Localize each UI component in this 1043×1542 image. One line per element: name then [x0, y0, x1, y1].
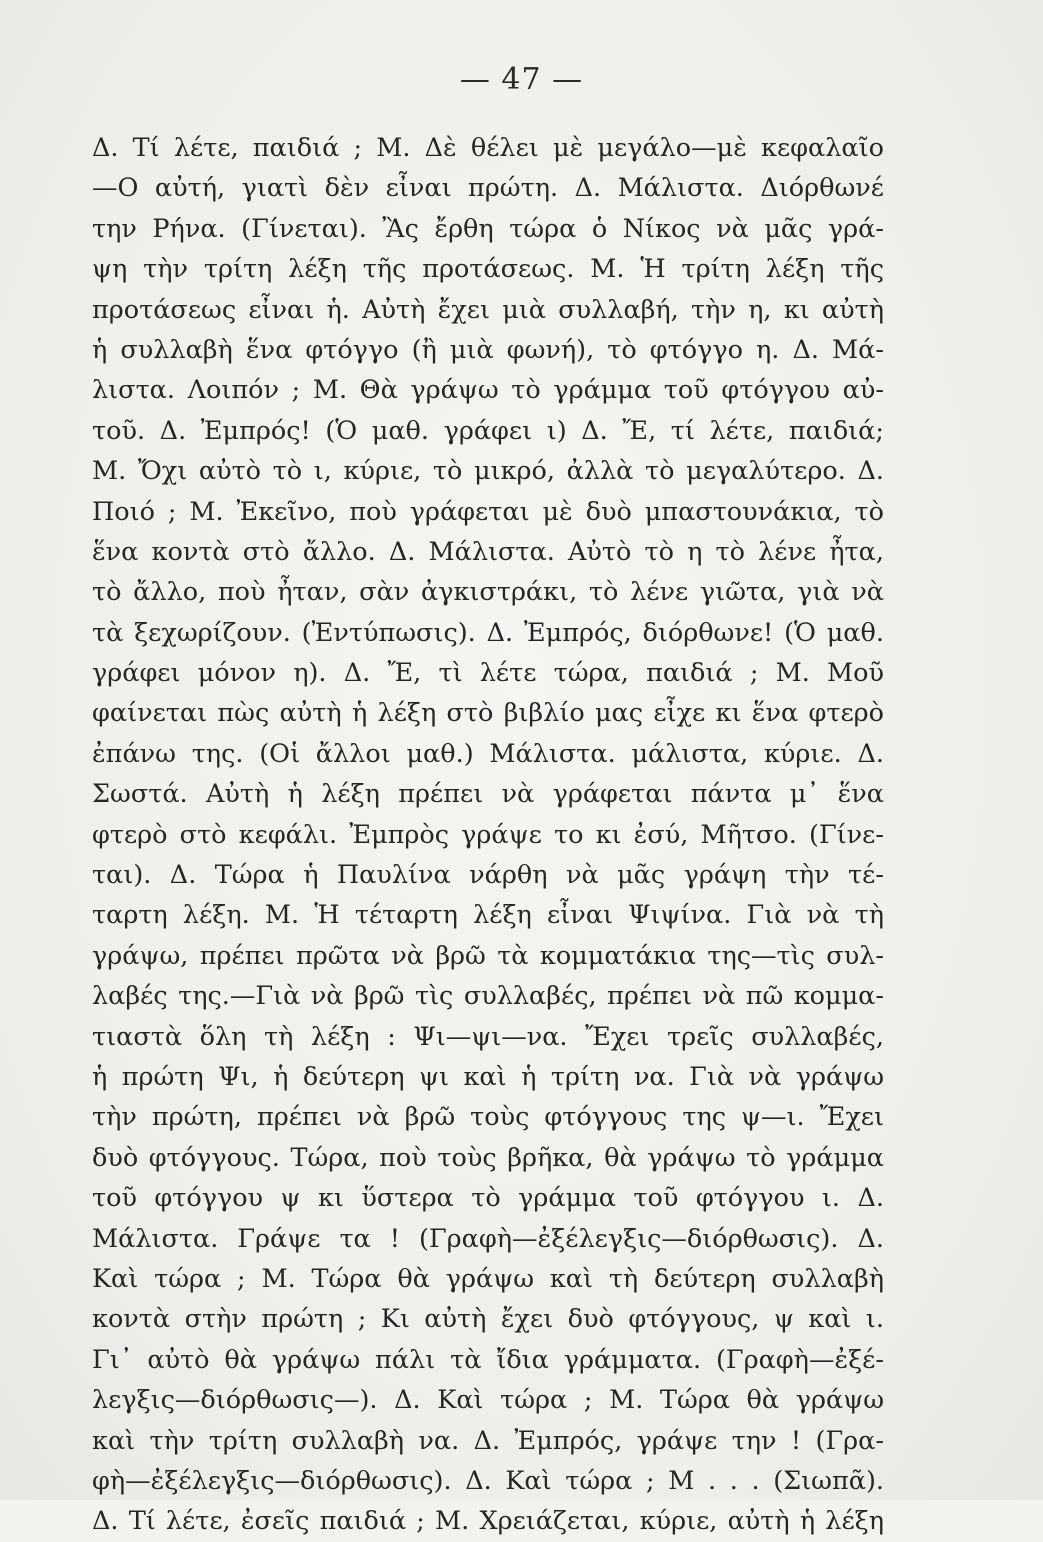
text-line: ἡ συλλαβὴ ἕνα φτόγγο (ἢ μιὰ φωνή), τὸ φτόγγο η. Δ. Μά- [92, 334, 884, 365]
text-line: προτάσεως εἶναι ἡ. Αὐτὴ ἔχει μιὰ συλλαβή, τὴν η, κι αὐτὴ [92, 294, 884, 325]
text-line: τὰ ξεχωρίζουν. (Ἐντύπωσις). Δ. Ἐμπρός, διόρθωνε! (Ὁ μαθ. [92, 617, 884, 648]
text-line: ται). Δ. Τώρα ἡ Παυλίνα νάρθη νὰ μᾶς γράψη τὴν τέ- [92, 860, 884, 891]
text-line: την Ρήνα. (Γίνεται). Ἂς ἔρθη τώρα ὁ Νίκος νὰ μᾶς γρά- [92, 213, 884, 244]
text-line: λαβές της.—Γιὰ νὰ βρῶ τὶς συλλαβές, πρέπει νὰ πῶ κομμα- [92, 981, 884, 1012]
text-line: ἐπάνω της. (Οἱ ἄλλοι μαθ.) Μάλιστα. μάλιστα, κύριε. Δ. [92, 738, 884, 769]
text-line: φτερὸ στὸ κεφάλι. Ἐμπρὸς γράψε το κι ἐσύ, Μῆτσο. (Γίνε- [92, 819, 884, 850]
text-line: τιαστὰ ὅλη τὴ λέξη : Ψι—ψι—να. Ἔχει τρεῖς συλλαβές, [92, 1021, 884, 1052]
text-line: ψη τὴν τρίτη λέξη τῆς προτάσεως. Μ. Ἡ τρίτη λέξη τῆς [92, 254, 884, 285]
text-line: Σωστά. Αὐτὴ ἡ λέξη πρέπει νὰ γράφεται πάντα μ᾽ ἕνα [92, 779, 884, 810]
text-line: φὴ—ἐξέλεγξις—διόρθωσις). Δ. Καὶ τώρα ; Μ . . . (Σιωπᾶ). [92, 1465, 884, 1496]
text-line: τὴν πρώτη, πρέπει νὰ βρῶ τοὺς φτόγγους της ψ—ι. Ἔχει [92, 1102, 884, 1133]
text-line: —Ο αὐτή, γιατὶ δὲν εἶναι πρώτη. Δ. Μάλιστα. Διόρθωνέ [92, 173, 884, 204]
text-line: λιστα. Λοιπόν ; Μ. Θὰ γράψω τὸ γράμμα τοῦ φτόγγου αὐ- [92, 375, 884, 406]
text-line: τοῦ φτόγγου ψ κι ὕστερα τὸ γράμμα τοῦ φτόγγου ι. Δ. [92, 1183, 884, 1214]
page-number: — 47 — [459, 62, 584, 97]
text-line: Μ. Ὄχι αὐτὸ τὸ ι, κύριε, τὸ μικρό, ἀλλὰ τὸ μεγαλύτερο. Δ. [92, 456, 884, 487]
text-line: Καὶ τώρα ; Μ. Τώρα θὰ γράψω καὶ τὴ δεύτερη συλλαβὴ [92, 1263, 884, 1294]
text-line: ἡ πρώτη Ψι, ἡ δεύτερη ψι καὶ ἡ τρίτη να. Γιὰ νὰ γράψω [92, 1061, 884, 1092]
text-line: φαίνεται πὼς αὐτὴ ἡ λέξη στὸ βιβλίο μας εἶχε κι ἕνα φτερὸ [92, 698, 884, 729]
text-line: δυὸ φτόγγους. Τώρα, ποὺ τοὺς βρῆκα, θὰ γράψω τὸ γράμμα [92, 1142, 884, 1173]
text-line: τὸ ἄλλο, ποὺ ἦταν, σὰν ἀγκιστράκι, τὸ λένε γιῶτα, γιὰ νὰ [92, 577, 884, 608]
text-line: γράφει μόνον η). Δ. Ἔ, τὶ λέτε τώρα, παιδιά ; Μ. Μοῦ [92, 658, 884, 689]
text-line: λεγξις—διόρθωσις—). Δ. Καὶ τώρα ; Μ. Τώρα θὰ γράψω [92, 1385, 884, 1416]
body-text [92, 128, 884, 1542]
text-line: Μάλιστα. Γράψε τα ! (Γραφὴ—ἐξέλεγξις—διόρθωσις). Δ. [92, 1223, 884, 1254]
text-line: τοῦ. Δ. Ἐμπρός! (Ὁ μαθ. γράφει ι) Δ. Ἔ, τί λέτε, παιδιά; [92, 415, 884, 446]
text-line: Δ. Τί λέτε, παιδιά ; Μ. Δὲ θέλει μὲ μεγάλο—μὲ κεφαλαῖο [92, 133, 884, 163]
text-line: Ποιό ; Μ. Ἐκεῖνο, ποὺ γράφεται μὲ δυὸ μπαστουνάκια, τὸ [92, 496, 884, 527]
text-line: Γι᾽ αὐτὸ θὰ γράψω πάλι τὰ ἴδια γράμματα. (Γραφὴ—ἐξέ- [92, 1344, 884, 1375]
text-line: ἕνα κοντὰ στὸ ἄλλο. Δ. Μάλιστα. Αὐτὸ τὸ η τὸ λένε ἦτα, [92, 536, 884, 567]
text-line: καὶ τὴν τρίτη συλλαβὴ να. Δ. Ἐμπρός, γράψε την ! (Γρα- [92, 1425, 884, 1456]
text-line: Δ. Τί λέτε, ἐσεῖς παιδιά ; Μ. Χρειάζεται, κύριε, αὐτὴ ἡ λέξη [92, 1506, 884, 1537]
text-line: ταρτη λέξη. Μ. Ἡ τέταρτη λέξη εἶναι Ψιψίνα. Γιὰ νὰ τὴ [92, 900, 884, 931]
text-line: γράψω, πρέπει πρῶτα νὰ βρῶ τὰ κομματάκια της—τὶς συλ- [92, 940, 884, 971]
text-line: κοντὰ στὴν πρώτη ; Κι αὐτὴ ἔχει δυὸ φτόγγους, ψ καὶ ι. [92, 1304, 884, 1335]
